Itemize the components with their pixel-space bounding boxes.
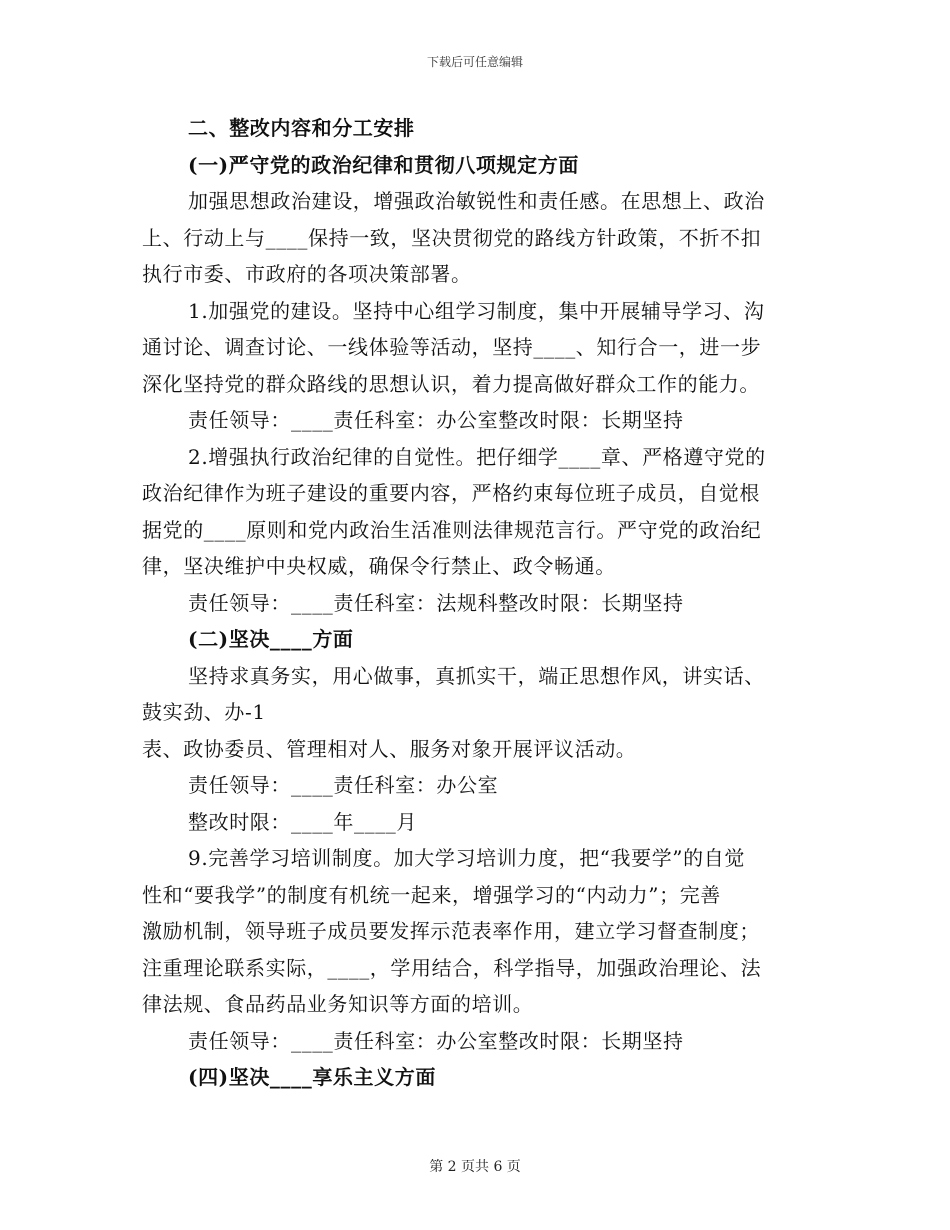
paragraph-line: 鼓实劲、办-1 (142, 700, 266, 724)
paragraph-line: 1.加强党的建设。坚持中心组学习制度，集中开展辅导学习、沟 (188, 298, 765, 323)
paragraph-line: 执行市委、市政府的各项决策部署。 (142, 262, 472, 286)
paragraph-line: 深化坚持党的群众路线的思想认识，着力提高做好群众工作的能力。 (142, 371, 760, 396)
paragraph-line: 9.完善学习培训制度。加大学习培训力度，把“我要学”的自觉 (188, 846, 745, 870)
paragraph-line: 通讨论、调查讨论、一线体验等活动，坚持____、知行合一，进一步 (142, 335, 762, 359)
paragraph-line: 注重理论联系实际，____，学用结合，科学指导，加强政治理论、法 (142, 955, 762, 980)
paragraph-line: 律，坚决维护中央权威，确保令行禁止、政令畅通。 (142, 554, 616, 578)
paragraph-line: 责任领导：____责任科室：办公室整改时限：长期坚持 (188, 1028, 684, 1053)
paragraph-line: 据党的____原则和党内政治生活准则法律规范言行。严守党的政治纪 (142, 517, 762, 542)
paragraph-line: 责任领导：____责任科室：办公室整改时限：长期坚持 (188, 408, 684, 432)
paragraph-line: 整改时限：____年____月 (188, 809, 417, 834)
paragraph-line: 政治纪律作为班子建设的重要内容，严格约束每位班子成员，自觉根 (142, 481, 760, 505)
paragraph-line: 表、政协委员、管理相对人、服务对象开展评议活动。 (142, 736, 637, 761)
paragraph-line: 上、行动上与____保持一致，坚决贯彻党的路线方针政策，不折不扣 (142, 225, 762, 250)
section-heading: 二、整改内容和分工安排 (188, 116, 415, 140)
section-heading: (二)坚决____方面 (188, 627, 354, 651)
paragraph-line: 2.增强执行政治纪律的自觉性。把仔细学____章、严格遵守党的 (188, 444, 766, 469)
paragraph-line: 性和“要我学”的制度有机统一起来，增强学习的“内动力”；完善 (142, 882, 721, 907)
paragraph-line: 坚持求真务实，用心做事，真抓实干，端正思想作风，讲实话、 (188, 663, 765, 688)
paragraph-line: 责任领导：____责任科室：法规科整改时限：长期坚持 (188, 590, 684, 615)
page-header: 下载后可任意编辑 (426, 55, 523, 69)
paragraph-line: 律法规、食品药品业务知识等方面的培训。 (142, 992, 534, 1016)
section-heading: (一)严守党的政治纪律和贯彻八项规定方面 (188, 152, 579, 177)
paragraph-line: 加强思想政治建设，增强政治敏锐性和责任感。在思想上、政治 (188, 189, 765, 213)
paragraph-line: 责任领导：____责任科室：办公室 (188, 773, 499, 797)
document-body (142, 110, 802, 1096)
paragraph-line: 激励机制，领导班子成员要发挥示范表率作用，建立学习督查制度； (142, 919, 760, 943)
page-footer: 第 2 页共 6 页 (429, 1159, 521, 1175)
section-heading: (四)坚决____享乐主义方面 (188, 1065, 436, 1089)
